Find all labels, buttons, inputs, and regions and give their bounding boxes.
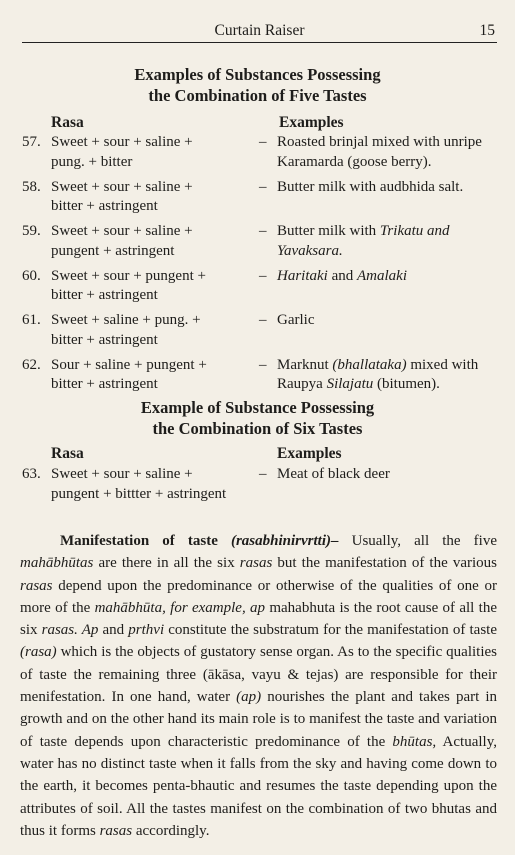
example-italic: Haritaki bbox=[277, 267, 328, 284]
rasa-line: Sweet + sour + saline + bbox=[51, 223, 193, 239]
header-rule bbox=[22, 42, 497, 43]
rasa-line: Sweet + sour + pungent + bbox=[51, 267, 206, 284]
rasa-line: pung. + bitter bbox=[51, 153, 133, 170]
text-run: nourishes the plant and takes part in growth and on the other hand its main role is to manifest the taste and variation of taste depends upon characteristic predominance of the bbox=[20, 689, 498, 750]
example-italic: Amalaki bbox=[357, 267, 408, 284]
example-line: Butter milk with audbhida salt. bbox=[277, 178, 464, 195]
example-line bbox=[277, 267, 502, 287]
text-run: but the manifestation of the various bbox=[272, 555, 497, 572]
example-line: Meat of black deer bbox=[277, 466, 390, 482]
body-paragraph bbox=[20, 530, 497, 842]
dash: – bbox=[259, 134, 267, 150]
example-text: and bbox=[327, 267, 358, 284]
example-line bbox=[277, 356, 502, 376]
paragraph-lead bbox=[60, 533, 339, 549]
heading-line: Examples of Substances Possessing bbox=[134, 65, 381, 84]
page-number: 15 bbox=[479, 22, 495, 39]
rasa-cell bbox=[51, 311, 256, 350]
example-italic: Silajatu bbox=[326, 376, 374, 392]
text-run: constitute the substratum for the manifestation of taste bbox=[164, 622, 497, 639]
example-italic: (bhallataka) bbox=[332, 356, 407, 373]
italic-run: prthvi bbox=[128, 622, 165, 639]
italic-run: mahābhūtas bbox=[20, 555, 94, 572]
example-cell bbox=[277, 222, 502, 261]
text-run: depend upon the predominance or otherwise of the qualities of one or more of the bbox=[20, 577, 497, 616]
italic-run: (rasa) bbox=[20, 644, 57, 661]
section-heading-five-tastes bbox=[0, 64, 515, 106]
table-row bbox=[0, 356, 515, 401]
text-run: accordingly. bbox=[132, 822, 210, 839]
example-italic: Yavaksara. bbox=[277, 242, 343, 259]
rasa-line: bitter + astringent bbox=[51, 331, 158, 348]
italic-run: bhūtas, bbox=[392, 733, 437, 750]
italic-run: rasas bbox=[20, 577, 53, 594]
rasa-line: bitter + astringent bbox=[51, 287, 158, 303]
table-row bbox=[0, 267, 515, 312]
heading-line: the Combination of Six Tastes bbox=[152, 419, 363, 438]
chapter-title: Curtain Raiser bbox=[214, 22, 305, 39]
rasa-cell bbox=[51, 222, 256, 261]
running-head bbox=[22, 22, 497, 44]
rasa-line: Sweet + saline + pung. + bbox=[51, 312, 201, 328]
italic-run: rasas. Ap bbox=[41, 622, 99, 639]
dash: – bbox=[259, 356, 267, 373]
example-line bbox=[277, 222, 502, 242]
dash: – bbox=[259, 312, 267, 328]
dash: – bbox=[259, 178, 267, 195]
example-line: Karamarda (goose berry). bbox=[277, 153, 432, 170]
row-number: 57. bbox=[22, 134, 41, 150]
rasa-cell bbox=[51, 178, 256, 217]
dash: – bbox=[259, 267, 267, 284]
rasa-line: Sour + saline + pungent + bbox=[51, 356, 207, 373]
heading-line: Example of Substance Possessing bbox=[140, 398, 375, 417]
rasa-line: pungent + astringent bbox=[51, 242, 175, 259]
table-row bbox=[0, 222, 515, 267]
table-row bbox=[0, 133, 515, 178]
five-tastes-table bbox=[0, 133, 515, 400]
example-cell bbox=[277, 356, 502, 395]
rasa-cell bbox=[51, 133, 256, 172]
table-row bbox=[0, 465, 515, 510]
example-cell bbox=[277, 178, 502, 198]
text-run: and bbox=[98, 622, 129, 639]
rasa-cell bbox=[51, 267, 256, 306]
column-header-rasa: Rasa bbox=[51, 114, 84, 131]
row-number: 58. bbox=[22, 178, 41, 195]
example-line: Garlic bbox=[277, 312, 315, 328]
lead-italic: (rasabhinirvrtti)– bbox=[230, 533, 339, 549]
text-run: Usually, all the five bbox=[338, 533, 498, 549]
lead-text: Manifestation of taste bbox=[60, 533, 231, 549]
text-run: Actually, water has no distinct taste when it falls from the sky and having come down to the earth, it becomes penta-bhautic and resumes the taste depending upon the attributes of soil. All the tastes manifest on the combination of two bhutas and thus it forms bbox=[20, 733, 497, 839]
section-heading-six-tastes bbox=[0, 397, 515, 439]
italic-run: rasas bbox=[239, 555, 273, 572]
rasa-line: Sweet + sour + saline + bbox=[51, 466, 193, 482]
example-text: Marknut bbox=[277, 356, 333, 373]
example-text: mixed with bbox=[406, 356, 479, 373]
row-number: 60. bbox=[22, 267, 41, 284]
dash: – bbox=[259, 466, 267, 482]
row-number: 63. bbox=[22, 466, 41, 482]
rasa-line: Sweet + sour + saline + bbox=[51, 178, 193, 195]
column-header-examples: Examples bbox=[279, 114, 344, 131]
example-line bbox=[277, 242, 502, 262]
rasa-line: bitter + astringent bbox=[51, 198, 158, 214]
example-cell bbox=[277, 267, 502, 287]
table-row bbox=[0, 178, 515, 223]
italic-run: rasas bbox=[99, 822, 133, 839]
column-header-examples: Examples bbox=[277, 445, 342, 462]
example-cell bbox=[277, 133, 502, 172]
example-cell bbox=[277, 465, 502, 485]
rasa-line: pungent + bittter + astringent bbox=[51, 485, 227, 502]
row-number: 59. bbox=[22, 223, 41, 239]
example-text: Raupya bbox=[277, 376, 327, 392]
example-italic: Trikatu and bbox=[379, 223, 450, 239]
rasa-cell bbox=[51, 356, 256, 395]
rasa-line: Sweet + sour + saline + bbox=[51, 134, 193, 150]
example-line bbox=[277, 375, 502, 395]
row-number: 61. bbox=[22, 312, 41, 328]
example-line: Roasted brinjal mixed with unripe bbox=[277, 134, 482, 150]
row-number: 62. bbox=[22, 356, 41, 373]
column-header-rasa: Rasa bbox=[51, 445, 84, 462]
rasa-line: bitter + astringent bbox=[51, 376, 158, 392]
text-run: are there in all the six bbox=[93, 555, 240, 572]
text-run: mahabhuta is the root cause of all the six bbox=[20, 599, 497, 639]
italic-run: mahābhūta, for example, ap bbox=[94, 599, 266, 616]
heading-line: the Combination of Five Tastes bbox=[148, 86, 367, 105]
example-text: Butter milk with bbox=[277, 223, 380, 239]
rasa-cell bbox=[51, 465, 266, 504]
example-text: (bitumen). bbox=[373, 376, 440, 392]
table-row bbox=[0, 311, 515, 356]
italic-run: (ap) bbox=[236, 689, 262, 706]
dash: – bbox=[259, 223, 267, 239]
text-run: which is the objects of gustatory sense organ. As to the specific qualities of taste the remaining three (ākāsa, vayu & tejas) are responsible for their menifestation. In one hand, water bbox=[20, 644, 497, 706]
six-tastes-table bbox=[0, 465, 515, 510]
example-cell bbox=[277, 311, 502, 331]
